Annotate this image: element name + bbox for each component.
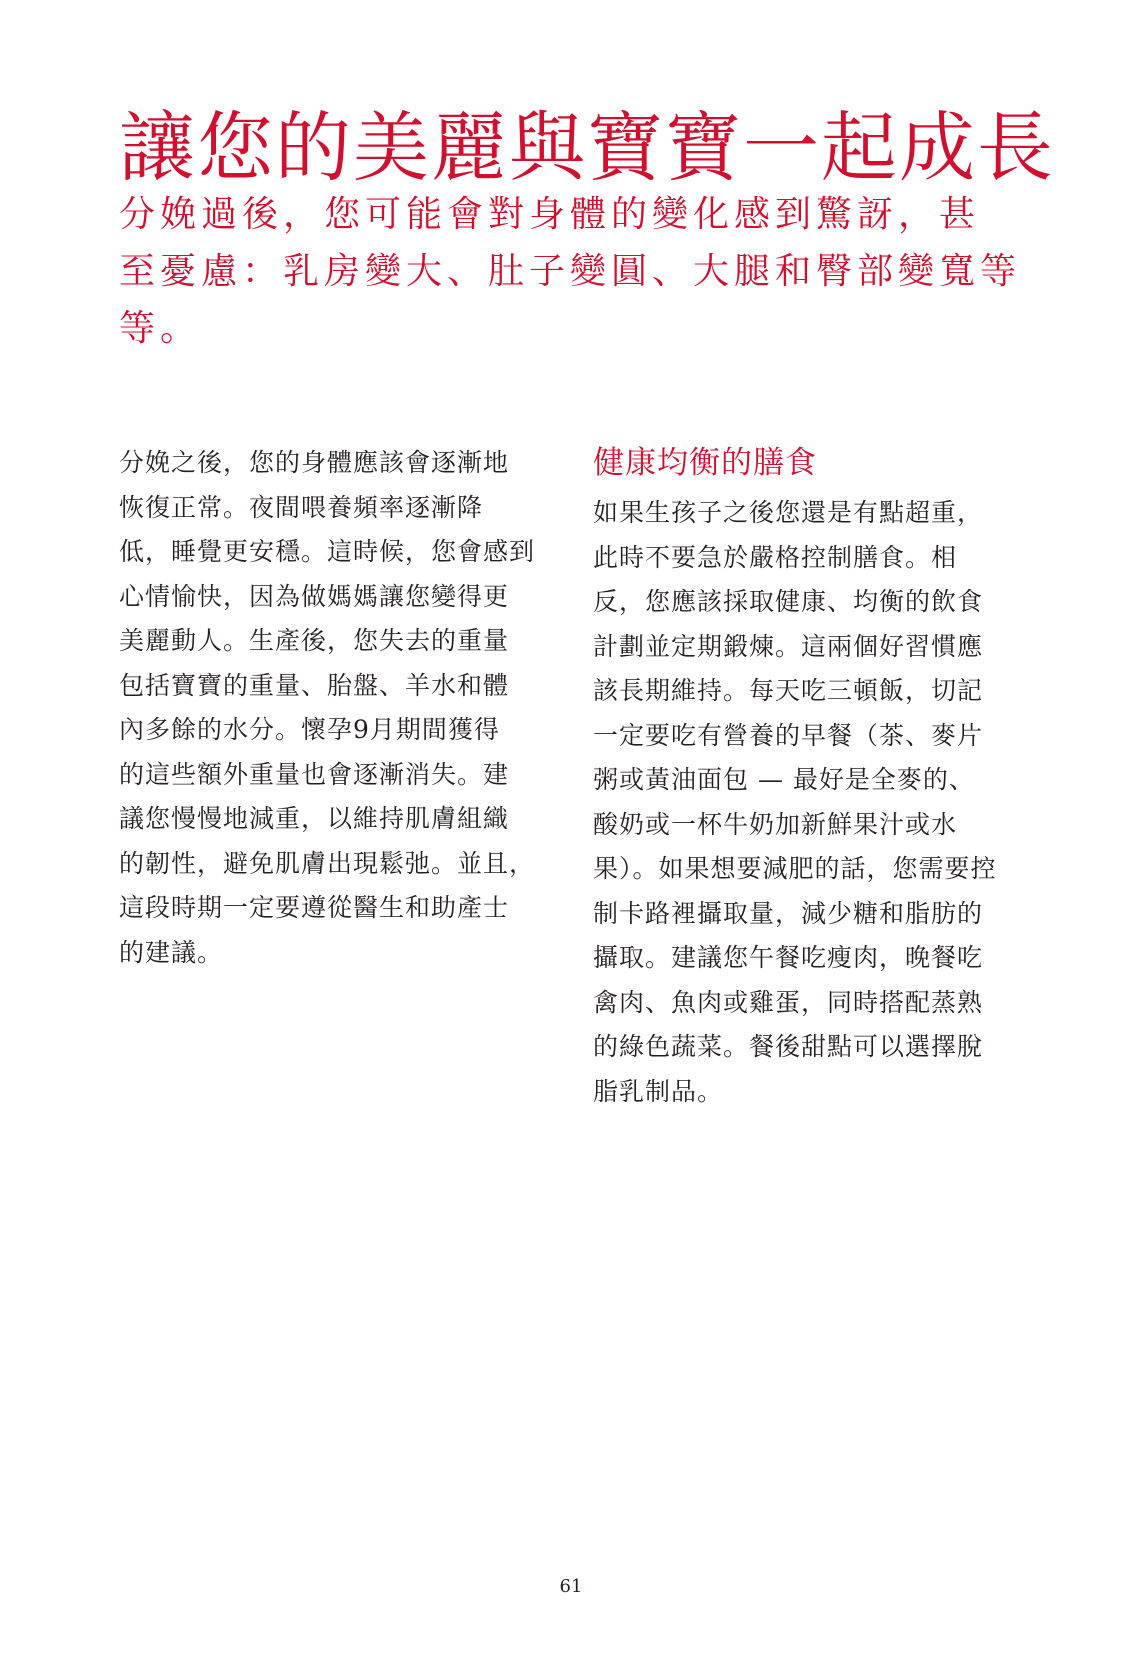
body-line: 脂乳制品。 <box>593 1076 724 1106</box>
body-line: 的綠色蔬菜。餐後甜點可以選擇脫 <box>593 1032 984 1061</box>
body-line: 粥或黃油面包 — 最好是全麥的、 <box>593 765 975 794</box>
body-line: 美麗動人。生產後，您失去的重量 <box>119 626 510 655</box>
body-line: 的建議。 <box>119 937 224 967</box>
body-line: 議您慢慢地減重，以維持肌膚組織 <box>119 804 510 833</box>
intro-subtitle <box>119 186 1029 357</box>
right-column-body <box>593 491 1033 1114</box>
body-line: 內多餘的水分。懷孕9月期間獲得 <box>119 715 500 744</box>
body-line: 反，您應該採取健康、均衡的飲食 <box>593 587 984 616</box>
subtitle-line: 至憂慮：乳房變大、肚子變圓、大腿和臀部變寬等 <box>119 251 1022 292</box>
subtitle-line: 分娩過後，您可能會對身體的變化感到驚訝，甚 <box>119 194 981 235</box>
body-line: 一定要吃有營養的早餐（茶、麥片 <box>593 720 984 750</box>
body-line: 攝取。建議您午餐吃瘦肉，晚餐吃 <box>593 943 984 972</box>
body-line: 禽肉、魚肉或雞蛋，同時搭配蒸熟 <box>593 987 984 1017</box>
body-line: 計劃並定期鍛煉。這兩個好習慣應 <box>593 631 984 661</box>
section-heading-healthy-diet: 健康均衡的膳食 <box>593 445 817 481</box>
body-line: 這段時期一定要遵從醫生和助產士 <box>119 893 510 922</box>
subtitle-line: 等。 <box>119 308 202 349</box>
page-title: 讓您的美麗與寶寶一起成長 <box>119 103 1055 192</box>
left-column-body <box>119 441 559 975</box>
body-line: 如果生孩子之後您還是有點超重， <box>593 498 984 527</box>
body-line: 酸奶或一杯牛奶加新鮮果汁或水 <box>593 809 958 839</box>
body-line: 包括寶寶的重量、胎盤、羊水和體 <box>119 670 510 700</box>
body-line: 的韌性，避免肌膚出現鬆弛。並且， <box>119 848 536 878</box>
body-line: 心情愉快，因為做媽媽讓您變得更 <box>119 581 510 611</box>
body-line: 制卡路裡攝取量，減少糖和脂肪的 <box>593 898 984 928</box>
page-number: 61 <box>559 1576 583 1597</box>
body-line: 此時不要急於嚴格控制膳食。相 <box>593 542 958 572</box>
body-line: 該長期維持。每天吃三頓飯，切記 <box>593 676 984 705</box>
body-line: 低，睡覺更安穩。這時候，您會感到 <box>119 537 536 566</box>
body-line: 果）。如果想要減肥的話，您需要控 <box>593 854 997 883</box>
body-line: 分娩之後，您的身體應該會逐漸地 <box>119 448 510 477</box>
right-column <box>593 441 1033 1114</box>
body-line: 恢復正常。夜間喂養頻率逐漸降 <box>119 492 484 522</box>
body-line: 的這些額外重量也會逐漸消失。建 <box>119 759 510 789</box>
